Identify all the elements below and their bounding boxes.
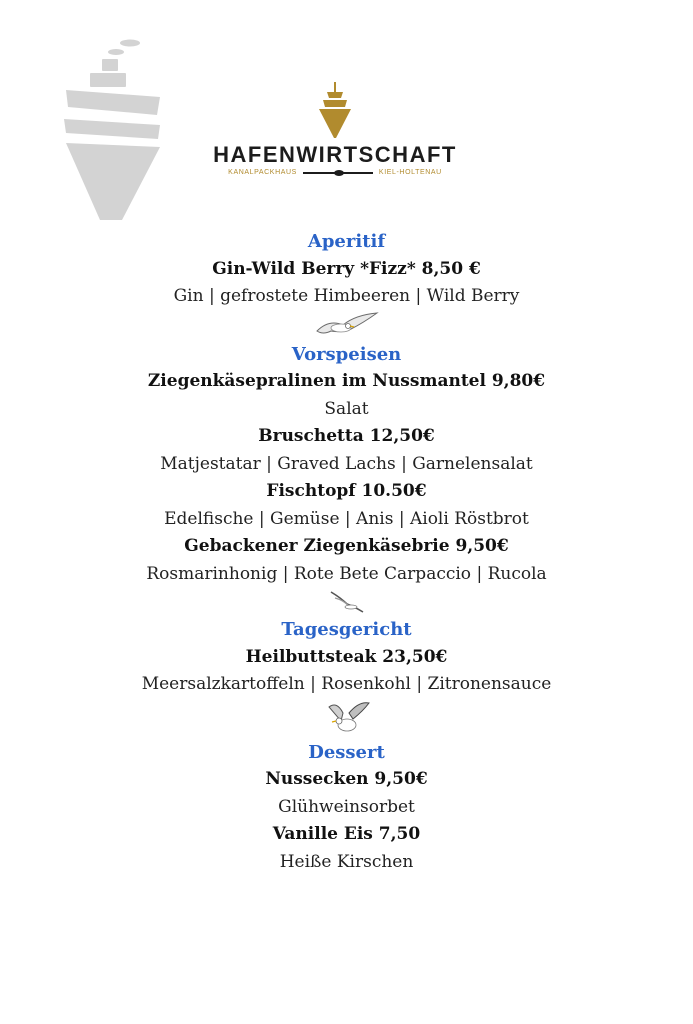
seagull-icon — [315, 311, 379, 341]
dish-description: Edelfische | Gemüse | Anis | Aioli Röstbrot — [164, 508, 529, 529]
dish-name: Gin-Wild Berry *Fizz* 8,50 € — [212, 258, 481, 279]
dish-description: Rosmarinhonig | Rote Bete Carpaccio | Rucola — [146, 563, 547, 584]
logo-ship-icon — [315, 80, 355, 140]
dish-description: Gin | gefrostete Himbeeren | Wild Berry — [173, 286, 520, 306]
tagline-right: KIEL-HOLTENAU — [378, 169, 442, 176]
seagull-icon — [323, 699, 371, 739]
dish-description: Meersalzkartoffeln | Rosenkohl | Zitronensauce — [141, 674, 552, 694]
cutlery-icon — [303, 169, 373, 177]
section-title-dessert: Dessert — [308, 741, 385, 763]
dish-name: Ziegenkäsepralinen im Nussmantel 9,80€ — [147, 371, 546, 391]
brand-name: HAFENWIRTSCHAFT — [213, 142, 457, 167]
dish-description: Matjestatar | Graved Lachs | Garnelensalat — [160, 453, 533, 474]
dish-description: Heiße Kirschen — [279, 851, 414, 872]
section-title-vorspeisen: Vorspeisen — [291, 343, 402, 365]
dish-name: Bruschetta 12,50€ — [258, 426, 435, 446]
logo — [200, 80, 470, 190]
tagline-left: KANALPACKHAUS — [228, 169, 297, 176]
tagline — [200, 168, 470, 178]
dish-name: Nussecken 9,50€ — [265, 769, 428, 789]
seagull-icon — [327, 588, 367, 616]
dish-description: Salat — [324, 398, 369, 419]
dish-description: Glühweinsorbet — [278, 796, 415, 817]
section-title-aperitif: Aperitif — [307, 231, 386, 252]
ship-icon — [60, 35, 170, 225]
section-title-tagesgericht: Tagesgericht — [281, 619, 412, 640]
dish-name: Gebackener Ziegenkäsebrie 9,50€ — [184, 536, 509, 556]
menu — [0, 228, 693, 876]
dish-name: Heilbuttsteak 23,50€ — [245, 646, 448, 667]
dish-name: Fischtopf 10.50€ — [266, 481, 427, 501]
dish-name: Vanille Eis 7,50 — [272, 824, 421, 844]
